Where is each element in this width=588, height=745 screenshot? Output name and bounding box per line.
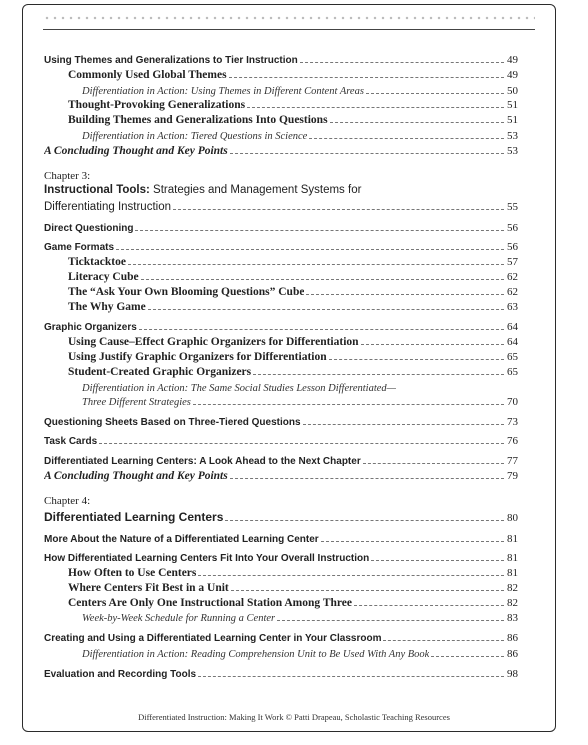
toc-entry-page: 56 [507, 222, 518, 234]
dot-leader [431, 656, 504, 657]
toc-entry[interactable] [44, 467, 518, 482]
toc-entry[interactable] [44, 219, 518, 234]
dot-leader [139, 329, 504, 330]
dot-leader [128, 264, 504, 265]
toc-entry-title: Differentiation in Action: Using Themes in Different Content Areas [82, 86, 364, 97]
toc-entry[interactable] [44, 629, 518, 644]
chapter-4-title[interactable] [44, 509, 518, 524]
toc-entry[interactable] [68, 253, 518, 268]
toc-entry-title: Differentiation in Action: Reading Comprehension Unit to Be Used With Any Book [82, 649, 430, 660]
dot-leader [225, 520, 504, 521]
toc-entry-page: 65 [507, 351, 518, 363]
toc-entry-page: 63 [507, 301, 518, 313]
toc-entry[interactable] [44, 452, 518, 467]
dot-leader [383, 640, 504, 641]
chapter-3-title[interactable] [44, 184, 361, 196]
toc-entry-page: 82 [507, 597, 518, 609]
toc-entry[interactable] [82, 393, 518, 408]
toc-entry-page: 86 [507, 648, 518, 660]
toc-entry-title: Differentiation in Action: Tiered Questions in Science [82, 131, 308, 142]
toc-entry-title: Graphic Organizers [44, 322, 137, 333]
toc-entry-title: The “Ask Your Own Blooming Questions” Cube [68, 286, 305, 298]
toc-entry-page: 56 [507, 241, 518, 253]
dot-leader [309, 138, 504, 139]
dot-leader [198, 575, 504, 576]
toc-entry[interactable] [44, 665, 518, 680]
toc-entry[interactable] [68, 333, 518, 348]
toc-entry[interactable] [68, 96, 518, 111]
toc-entry[interactable] [68, 579, 518, 594]
toc-entry-title: Differentiating Instruction [44, 201, 171, 213]
dot-leader [148, 309, 504, 310]
toc-entry-title: Differentiated Learning Centers [44, 510, 224, 524]
toc-entry[interactable] [68, 363, 518, 378]
dot-leader [277, 620, 504, 621]
toc-entry-title: Student-Created Graphic Organizers [68, 366, 252, 378]
toc-entry-title: How Differentiated Learning Centers Fit Into Your Overall Instruction [44, 553, 370, 564]
toc-entry[interactable] [68, 283, 518, 298]
toc-entry-page: 57 [507, 256, 518, 268]
toc-entry-title: Three Different Strategies [82, 397, 191, 408]
toc-entry-page: 49 [507, 54, 518, 66]
toc-entry-title: How Often to Use Centers [68, 567, 197, 579]
toc-entry[interactable] [82, 645, 518, 660]
toc-entry-title: Game Formats [44, 242, 115, 253]
toc-entry-page: 73 [507, 416, 518, 428]
dot-leader [135, 230, 504, 231]
toc-entry-page: 53 [507, 130, 518, 142]
toc-entry-title: Differentiated Learning Centers: A Look Ahead to the Next Chapter [44, 456, 361, 467]
dot-leader [361, 344, 504, 345]
toc-entry-page: 64 [507, 321, 518, 333]
dot-leader [231, 590, 504, 591]
dot-leader [173, 209, 504, 210]
dot-leader [141, 279, 504, 280]
dot-leader [306, 294, 504, 295]
toc-entry-page: 51 [507, 99, 518, 111]
toc-entry-title: A Concluding Thought and Key Points [44, 145, 228, 157]
dot-leader [253, 374, 504, 375]
toc-entry-title: Creating and Using a Differentiated Learning Center in Your Classroom [44, 633, 382, 644]
toc-entry-page: 81 [507, 567, 518, 579]
dot-leader [329, 359, 504, 360]
dot-leader [330, 122, 504, 123]
chapter-3-label: Chapter 3: [44, 170, 91, 182]
toc-entry-page: 86 [507, 632, 518, 644]
toc-entry-title: A Concluding Thought and Key Points [44, 470, 228, 482]
toc-entry-title: The Why Game [68, 301, 146, 313]
toc-entry-title: Week-by-Week Schedule for Running a Center [82, 613, 276, 624]
dot-leader [247, 107, 504, 108]
toc-entry-line1[interactable] [82, 379, 518, 394]
toc-entry-title: Commonly Used Global Themes [68, 69, 227, 81]
toc-entry[interactable] [44, 142, 518, 157]
toc-entry-title: Building Themes and Generalizations Into Questions [68, 114, 328, 126]
toc-entry-title: More About the Nature of a Differentiated Learning Center [44, 534, 319, 545]
dot-leader [193, 404, 504, 405]
toc-entry-title: Evaluation and Recording Tools [44, 669, 197, 680]
chapter-3-title-bold: Instructional Tools: [44, 184, 150, 196]
toc-entry-title: Using Cause–Effect Graphic Organizers for Differentiation [68, 336, 359, 348]
toc-entry-page: 62 [507, 286, 518, 298]
toc-entry[interactable] [44, 318, 518, 333]
toc-entry[interactable] [68, 268, 518, 283]
toc-entry-title: Using Themes and Generalizations to Tier Instruction [44, 55, 298, 66]
chapter-3-title-line2[interactable] [44, 198, 518, 213]
toc-entry-page: 76 [507, 435, 518, 447]
toc-entry[interactable] [68, 594, 518, 609]
toc-entry[interactable] [44, 413, 518, 428]
toc-entry-title: Centers Are Only One Instructional Station Among Three [68, 597, 352, 609]
toc-entry-title: Task Cards [44, 436, 98, 447]
dot-leader [363, 463, 504, 464]
toc-entry-page: 81 [507, 533, 518, 545]
dot-leader [303, 424, 504, 425]
dot-leader [229, 77, 504, 78]
toc-entry-title: Thought-Provoking Generalizations [68, 99, 246, 111]
toc-entry-page: 81 [507, 552, 518, 564]
toc-entry-page: 83 [507, 612, 518, 624]
dot-leader [116, 249, 504, 250]
toc-entry-title: Literacy Cube [68, 271, 139, 283]
toc-entry-page: 53 [507, 145, 518, 157]
toc-entry-title: Where Centers Fit Best in a Unit [68, 582, 229, 594]
toc-entry[interactable] [68, 298, 518, 313]
toc-entry-title: Ticktacktoe [68, 256, 126, 268]
toc-entry-page: 77 [507, 455, 518, 467]
dot-leader [371, 560, 504, 561]
dot-leader [198, 676, 504, 677]
toc-entry[interactable] [44, 432, 518, 447]
toc-entry-page: 64 [507, 336, 518, 348]
dot-leader [230, 153, 504, 154]
toc-entry[interactable] [44, 549, 518, 564]
toc-entry-page: 79 [507, 470, 518, 482]
dot-leader [99, 443, 504, 444]
toc-entry-page: 50 [507, 85, 518, 97]
toc-entry-page: 65 [507, 366, 518, 378]
toc-entry[interactable] [68, 66, 518, 81]
dot-leader [230, 478, 504, 479]
toc-entry[interactable] [82, 609, 518, 624]
page-footer: Differentiated Instruction: Making It Work © Patti Drapeau, Scholastic Teaching Resources [138, 712, 450, 722]
toc-entry[interactable] [44, 530, 518, 545]
toc-entry-page: 51 [507, 114, 518, 126]
toc-entry[interactable] [68, 348, 518, 363]
chapter-4-label: Chapter 4: [44, 495, 91, 507]
toc-entry[interactable] [44, 51, 518, 66]
toc-entry-title: Using Justify Graphic Organizers for Differentiation [68, 351, 327, 363]
toc-entry-page: 62 [507, 271, 518, 283]
toc-entry[interactable] [44, 238, 518, 253]
dot-leader [300, 62, 504, 63]
toc-entry[interactable] [68, 564, 518, 579]
chapter-3-title-rest: Strategies and Management Systems for [149, 184, 362, 196]
toc-entry-page: 82 [507, 582, 518, 594]
toc-entry-page: 49 [507, 69, 518, 81]
toc-entry-page: 55 [507, 201, 518, 213]
toc-entry-page: 98 [507, 668, 518, 680]
toc-entry[interactable] [68, 111, 518, 126]
toc-entry-title: Questioning Sheets Based on Three-Tiered Questions [44, 417, 301, 428]
toc-entry-page: 70 [507, 396, 518, 408]
toc-entry[interactable] [82, 127, 518, 142]
toc-entry-title: Direct Questioning [44, 223, 134, 234]
toc-entry-page: 80 [507, 512, 518, 524]
dot-leader [354, 605, 504, 606]
toc-entry[interactable] [82, 82, 518, 97]
dot-leader [321, 541, 504, 542]
toc-entry-title: Differentiation in Action: The Same Social Studies Lesson Differentiated— [82, 383, 396, 394]
dot-leader [366, 93, 504, 94]
